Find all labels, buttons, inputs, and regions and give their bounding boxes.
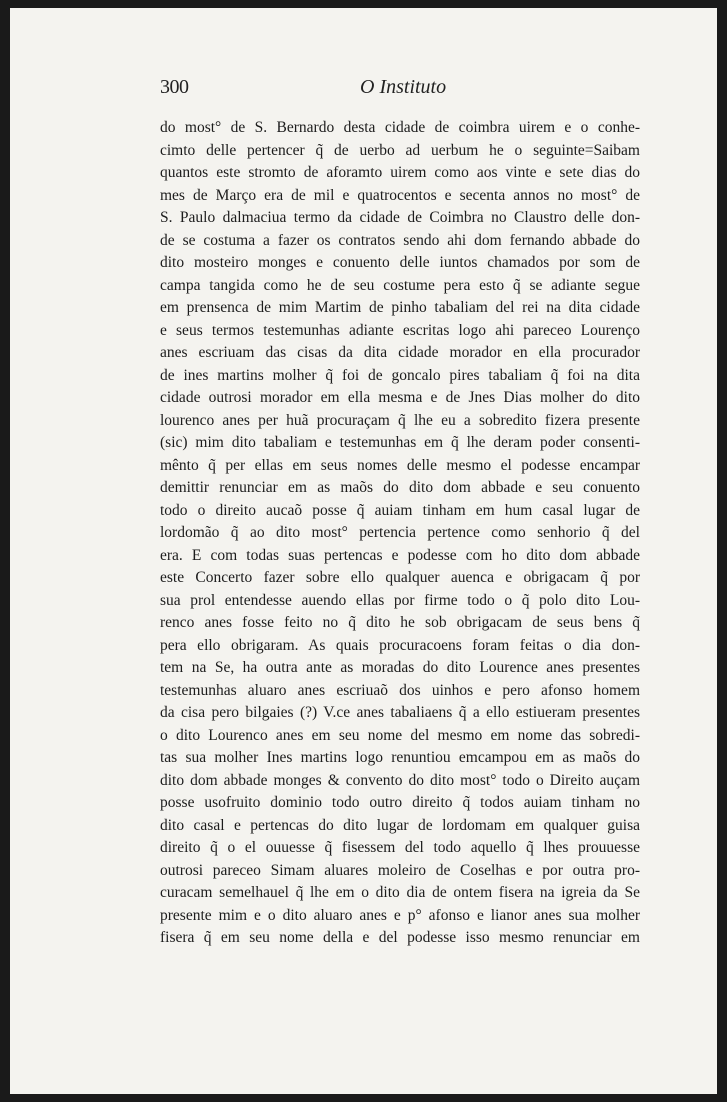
text-line: presente mim e o dito aluaro anes e p° afonso e lianor anes sua molher — [160, 906, 640, 924]
text-line: todo o direito aucaõ posse q̃ auiam tinham em hum casal lugar de — [160, 501, 640, 519]
text-line: dito casal e pertencas do dito lugar de lordomam em qualquer guisa — [160, 816, 640, 834]
text-line: outrosi pareceo Simam aluares moleiro de Coselhas e por outra pro- — [160, 861, 640, 879]
text-line: de ines martins molher q̃ foi de goncalo pires tabaliam q̃ foi na dita — [160, 366, 640, 384]
text-line: testemunhas aluaro anes escriuaõ dos uinhos e pero afonso homem — [160, 681, 640, 699]
text-line: renco anes fosse feito no q̃ dito he sob obrigacam de seus bens q̃ — [160, 614, 640, 631]
page-header — [160, 76, 640, 104]
text-line: S. Paulo dalmaciua termo da cidade de Coimbra no Claustro delle don- — [160, 209, 640, 226]
text-line: tas sua molher Ines martins logo renuntiou emcampou em as maõs do — [160, 749, 640, 766]
text-line: era. E com todas suas pertencas e podesse com ho dito dom abbade — [160, 546, 640, 564]
text-line: direito q̃ o el ouuesse q̃ fisessem del todo aquello q̃ lhes prouuesse — [160, 839, 640, 856]
text-line: e seus termos testemunhas adiante escritas logo ahi pareceo Lourenço — [160, 321, 640, 339]
text-line: em prensenca de mim Martim de pinho tabaliam del rei na dita cidade — [160, 299, 640, 316]
text-line: mes de Março era de mil e quatrocentos e secenta annos no most° de — [160, 186, 640, 204]
text-line: quantos este stromto de aforamto uirem como aos vinte e sete dias do — [160, 164, 640, 181]
body-text — [160, 117, 640, 950]
text-line: de se costuma a fazer os contratos sendo ahi dom fernando abbade do — [160, 231, 640, 249]
text-line: este Concerto fazer sobre ello qualquer auenca e obrigacam q̃ por — [160, 569, 640, 586]
text-line: pera ello obrigaram. As quais procuracoens foram feitas o dia don- — [160, 636, 640, 654]
text-line: demittir renunciar em as maõs do dito dom abbade e seu conuento — [160, 479, 640, 496]
text-line: anes escriuam das cisas da dita cidade morador en ella procurador — [160, 344, 640, 361]
text-line: fisera q̃ em seu nome della e del podesse isso mesmo renunciar em — [160, 929, 640, 946]
text-line: cimto delle pertencer q̃ de uerbo ad uerbum he o seguinte=Saibam — [160, 141, 640, 159]
text-line: lourenco anes per huã procuraçam q̃ lhe eu a sobredito fizera presente — [160, 411, 640, 429]
text-line: o dito Lourenco anes em seu nome del mesmo em nome das sobredi- — [160, 726, 640, 744]
text-line: do most° de S. Bernardo desta cidade de coimbra uirem e o conhe- — [160, 119, 640, 136]
running-title: O Instituto — [360, 76, 447, 98]
text-line: cidade outrosi morador em ella mesma e de Jnes Dias molher do dito — [160, 389, 640, 406]
text-line: curacam semelhauel q̃ lhe em o dito dia de ontem fisera na igreia da Se — [160, 884, 640, 901]
text-line: lordomão q̃ ao dito most° pertencia pertence como senhorio q̃ del — [160, 524, 640, 541]
text-line: dito dom abbade monges & convento do dito most° todo o Direito auçam — [160, 771, 640, 789]
text-line: da cisa pero bilgaies (?) V.ce anes tabaliaens q̃ a ello estiueram presentes — [160, 704, 640, 721]
text-line: campa tangida como he de seu costume pera esto q̃ se adiante segue — [160, 276, 640, 294]
text-line: mênto q̃ per ellas em seus nomes delle mesmo el podesse encampar — [160, 456, 640, 474]
text-line: dito mosteiro monges e conuento delle iuntos chamados por som de — [160, 254, 640, 271]
text-line: (sic) mim dito tabaliam e testemunhas em q̃ lhe deram poder consenti- — [160, 434, 640, 451]
text-line: sua prol entendesse auendo ellas por firme todo o q̃ polo dito Lou- — [160, 591, 640, 609]
page-number: 300 — [160, 76, 189, 98]
text-line: posse usofruito dominio todo outro direito q̃ todos auiam tinham no — [160, 794, 640, 811]
text-line: tem na Se, ha outra ante as moradas do dito Lourence anes presentes — [160, 659, 640, 676]
